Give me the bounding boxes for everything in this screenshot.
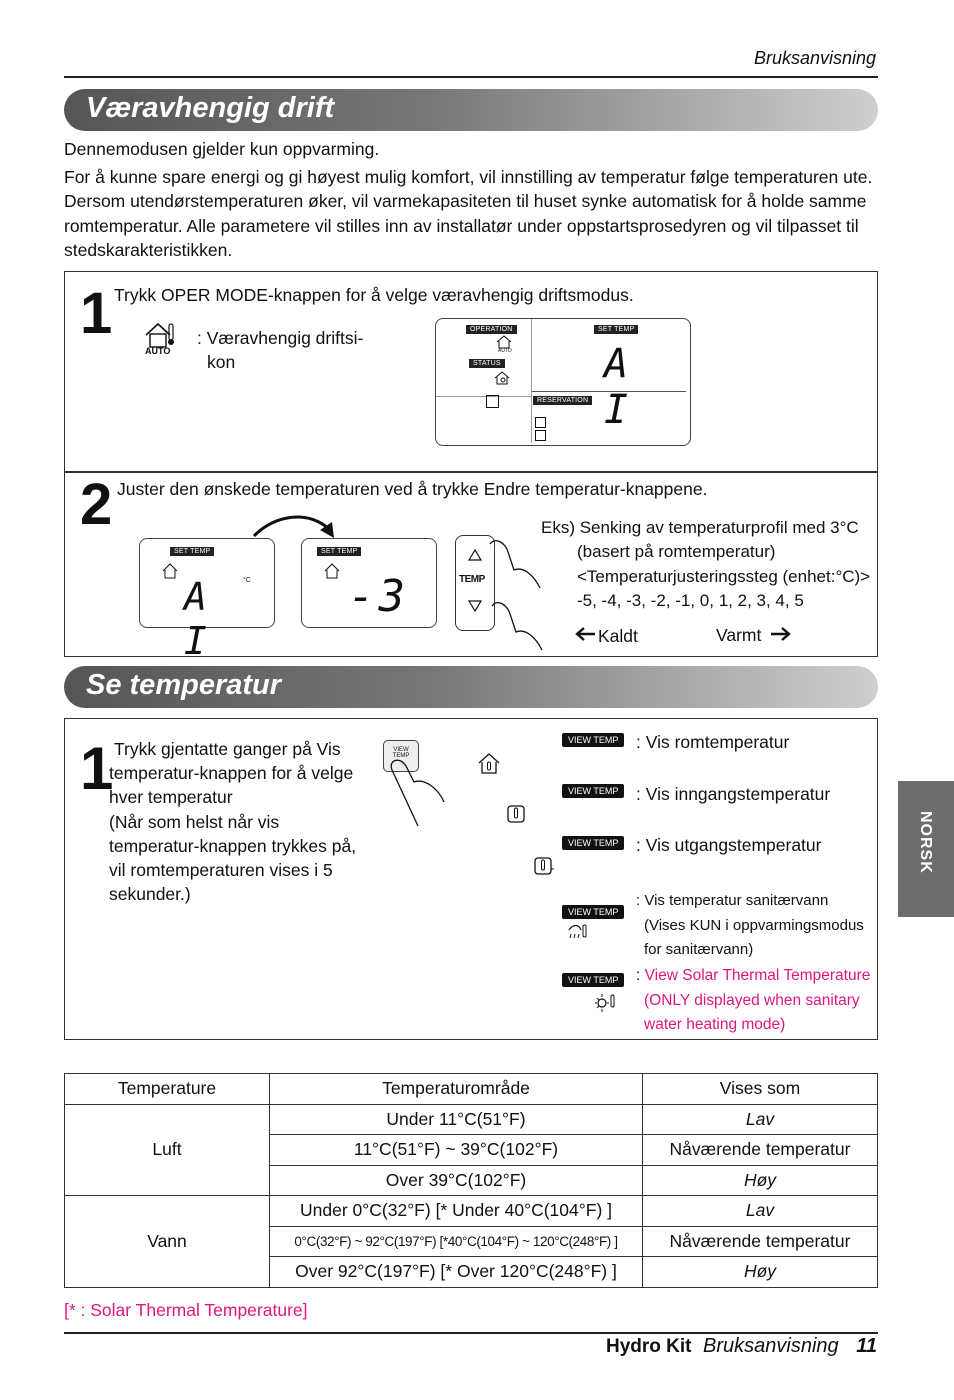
language-side-tab-label: NORSK <box>917 811 934 874</box>
section-title-view-temp: Se temperatur <box>86 669 282 701</box>
view-item-sanitary-line2: (Vises KUN i oppvarmingsmodus <box>644 916 864 934</box>
lcd-set-temp-after <box>301 538 437 628</box>
intro-text <box>64 137 878 266</box>
lcd-calendar-icon <box>486 395 499 408</box>
view-item-solar-line1: View Solar Thermal Temperature <box>644 967 871 984</box>
view-item-inlet: : Vis inngangstemperatur <box>636 784 831 804</box>
view-temp-badge-4: VIEW TEMP <box>562 905 624 919</box>
footer-label: Bruksanvisning <box>703 1335 839 1357</box>
lcd-set-temp-tag: SET TEMP <box>594 325 638 334</box>
lcd-a-house-icon <box>162 563 178 584</box>
table-group-label-air: Luft <box>65 1104 270 1196</box>
lcd-display-value: A I <box>604 341 639 433</box>
view-temp-badge-5: VIEW TEMP <box>562 973 624 987</box>
warm-label: Varmt <box>716 625 762 645</box>
lcd-panel-operation <box>435 318 691 446</box>
view-item-solar-colon: : <box>636 967 641 984</box>
solar-thermal-icon <box>594 992 618 1019</box>
temp-down-icon[interactable] <box>468 599 482 617</box>
table-cell: Over 39°C(102°F) <box>270 1165 643 1196</box>
lcd-b-display-value: -3 <box>348 571 409 622</box>
view-item-sanitary-line1: : Vis temperatur sanitærvann <box>636 892 829 909</box>
lcd-a-unit: °C <box>243 577 251 584</box>
intro-line-1: Dennemodusen gjelder kun oppvarming. <box>64 139 380 159</box>
auto-icon-label: AUTO <box>145 346 171 356</box>
arrow-right-icon <box>770 626 792 647</box>
lcd-fan-icon <box>494 371 510 390</box>
view-item-solar-line2: (ONLY displayed when sanitary <box>644 991 860 1009</box>
footer-page-number: 11 <box>856 1335 877 1357</box>
header-rule <box>64 76 878 78</box>
sanitary-water-icon <box>567 922 591 949</box>
table-cell: Under 0°C(32°F) [* Under 40°C(104°F) ] <box>270 1196 643 1227</box>
example-line-3: <Temperaturjusteringssteg (enhet:°C)> <box>577 566 871 586</box>
view-temp-badge-3: VIEW TEMP <box>562 836 624 850</box>
table-cell: Lav <box>643 1104 878 1135</box>
table-cell: 11°C(51°F) ~ 39°C(102°F) <box>270 1135 643 1166</box>
header-doc-label: Bruksanvisning <box>753 48 876 68</box>
temp-button-label: TEMP <box>459 574 485 585</box>
step-number-1: 1 <box>80 281 113 346</box>
view-item-sanitary <box>636 889 864 963</box>
cold-label: Kaldt <box>598 626 638 646</box>
arrow-left-icon <box>574 626 596 647</box>
step-number-view-1: 1 <box>80 735 114 802</box>
table-cell: Over 92°C(197°F) [* Over 120°C(248°F) ] <box>270 1257 643 1288</box>
example-line-4: -5, -4, -3, -2, -1, 0, 1, 2, 3, 4, 5 <box>577 590 804 610</box>
view-temp-badge-2: VIEW TEMP <box>562 784 624 798</box>
auto-icon-desc-line2: kon <box>207 352 236 372</box>
step-view-line-5: temperatur-knappen trykkes på, <box>109 835 357 856</box>
step-number-2: 2 <box>80 472 113 537</box>
lcd-up-icon <box>535 417 546 428</box>
step-view-line-6: vil romtemperaturen vises i 5 <box>109 860 333 881</box>
lcd-house-icon: AUTO <box>496 335 512 355</box>
view-temp-button-line2: TEMP <box>392 753 410 759</box>
house-auto-icon <box>142 319 178 357</box>
step-view-line-7: sekunder.) <box>109 884 191 905</box>
footer <box>606 1335 877 1358</box>
example-line-1: Eks) Senking av temperaturprofil med 3°C <box>541 518 859 537</box>
footer-brand: Hydro Kit <box>605 1336 692 1357</box>
view-item-outlet: : Vis utgangstemperatur <box>636 835 822 855</box>
step-view-text <box>109 737 356 906</box>
lcd-a-display-value: A I <box>184 575 215 663</box>
view-item-solar-line3: water heating mode) <box>644 1016 786 1033</box>
lcd-down-icon <box>535 430 546 441</box>
view-item-solar <box>636 964 870 1038</box>
table-row <box>65 1196 878 1227</box>
inlet-temp-icon <box>505 803 527 830</box>
table-cell: Høy <box>643 1165 878 1196</box>
table-row <box>65 1104 878 1135</box>
footer-rule <box>64 1332 878 1334</box>
footnote-solar: [* : Solar Thermal Temperature] <box>64 1300 308 1320</box>
lcd-reservation-tag: RESERVATION <box>533 396 592 405</box>
view-temp-badge-1: VIEW TEMP <box>562 733 624 747</box>
lcd-operation-tag: OPERATION <box>466 325 517 334</box>
step-view-line-1: Trykk gjentatte ganger på Vis <box>114 739 341 759</box>
table-header-cell: Vises som <box>643 1074 878 1105</box>
step-2-text: Juster den ønskede temperaturen ved å trykke Endre temperatur-knappene. <box>117 479 708 499</box>
table-cell: 0°C(32°F) ~ 92°C(197°F) [*40°C(104°F) ~ 120°C(248°F) ] <box>270 1226 643 1257</box>
step-1-text: Trykk OPER MODE-knappen for å velge væravhengig driftsmodus. <box>114 285 634 305</box>
lcd-set-temp-before <box>139 538 275 663</box>
example-block <box>541 516 870 613</box>
step-view-line-3: hver temperatur <box>109 787 233 808</box>
room-temp-house-icon <box>478 752 500 779</box>
lcd-a-set-temp-tag: SET TEMP <box>170 547 214 556</box>
table-group-label-water: Vann <box>65 1196 270 1288</box>
table-cell: Nåværende temperatur <box>643 1226 878 1257</box>
table-header-row <box>65 1074 878 1105</box>
table-header-cell: Temperaturområde <box>270 1074 643 1105</box>
lcd-b-house-icon <box>324 563 340 584</box>
table-cell: Nåværende temperatur <box>643 1135 878 1166</box>
table-cell: Høy <box>643 1257 878 1288</box>
lcd-b-set-temp-tag: SET TEMP <box>317 547 361 556</box>
table-header-cell: Temperature <box>65 1074 270 1105</box>
step-view-line-4: (Når som helst når vis <box>109 811 280 832</box>
section-title-weather: Væravhengig drift <box>86 92 335 124</box>
temperature-table <box>64 1073 878 1288</box>
outlet-temp-icon <box>532 855 554 882</box>
view-temp-button-line1: VIEW <box>393 747 409 753</box>
step-view-line-2: temperatur-knappen for å velge <box>109 763 354 784</box>
example-line-2: (basert på romtemperatur) <box>577 542 776 562</box>
pressing-hand-icon <box>484 536 544 661</box>
lcd-status-tag: STATUS <box>469 359 505 368</box>
intro-paragraph: For å kunne spare energi og gi høyest mulig komfort, vil innstilling av temperatur følge temperaturen ute. Dersom utendørstemperaturen øker, vil varmekapasiteten til huset synke automatisk for å holde samme romtemperatur. Alle parametere vil stilles inn av installatør under oppstartsprosedyren og vil tilpasset til stedskarakteristikken. <box>64 166 873 260</box>
auto-icon-desc-line1: : Væravhengig driftsi- <box>197 328 364 348</box>
view-item-room: : Vis romtemperatur <box>636 732 790 752</box>
view-item-sanitary-line3: for sanitærvann) <box>644 941 754 958</box>
table-cell: Lav <box>643 1196 878 1227</box>
pressing-hand-view-icon <box>388 752 458 837</box>
table-cell: Under 11°C(51°F) <box>270 1104 643 1135</box>
temp-up-icon[interactable] <box>468 548 482 566</box>
language-side-tab <box>898 781 954 917</box>
